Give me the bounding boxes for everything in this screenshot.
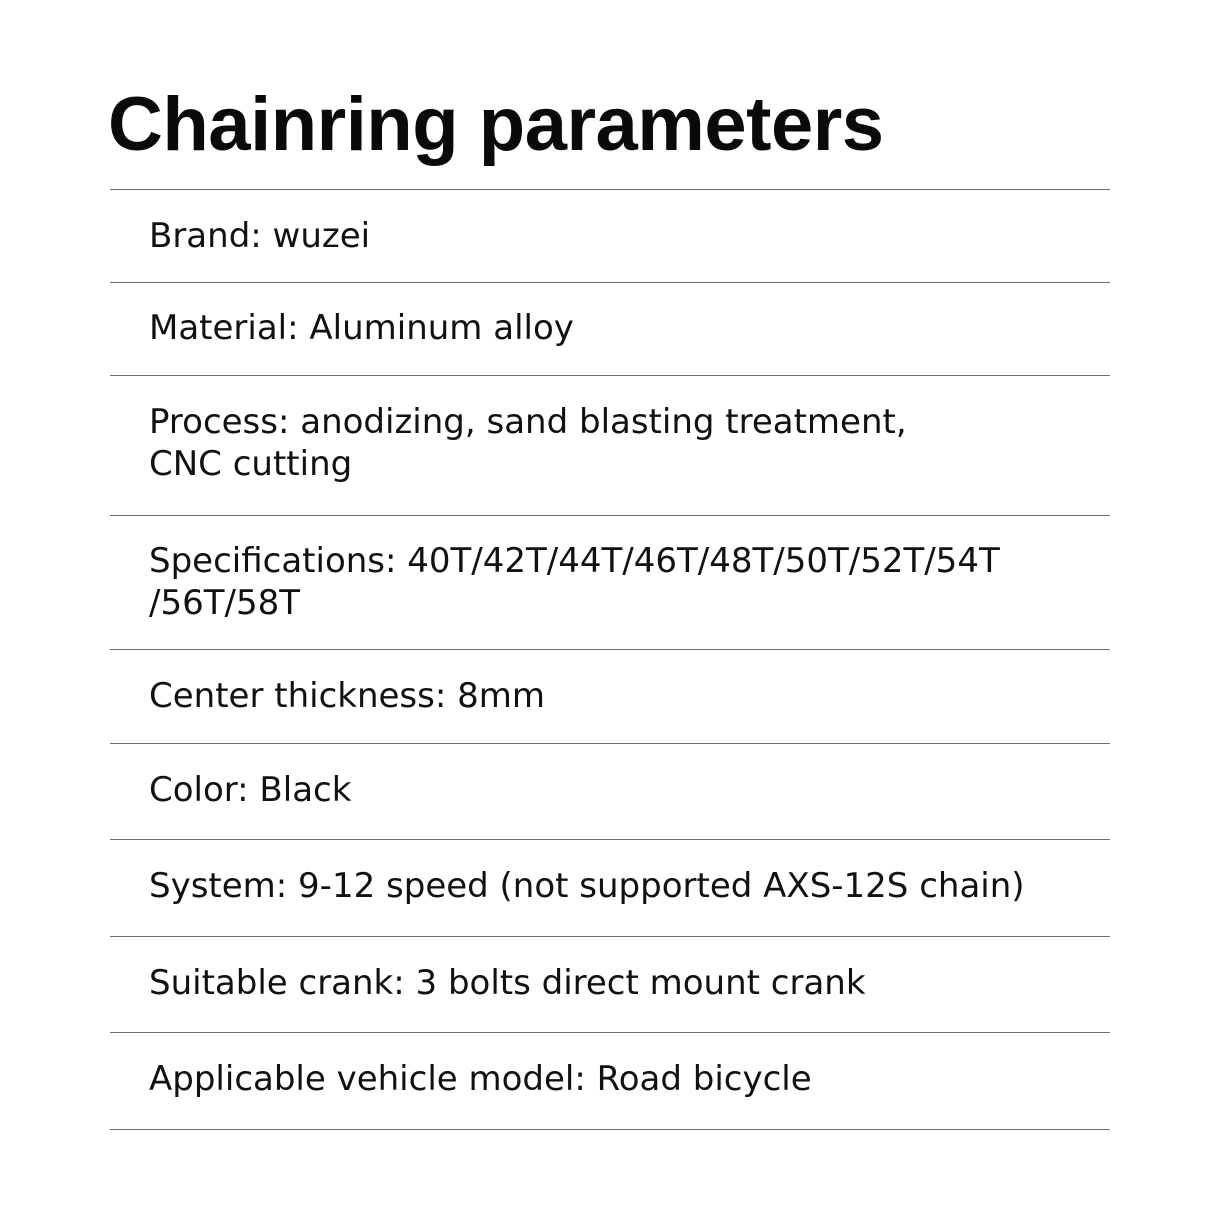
param-text: /56T/58T bbox=[149, 583, 300, 623]
param-color bbox=[149, 769, 1099, 811]
divider bbox=[110, 936, 1110, 937]
divider bbox=[110, 375, 1110, 376]
divider bbox=[110, 649, 1110, 650]
param-text: Applicable vehicle model: Road bicycle bbox=[149, 1059, 812, 1099]
param-specifications bbox=[149, 540, 1099, 624]
param-text: Process: anodizing, sand blasting treatment, bbox=[149, 402, 907, 442]
divider bbox=[110, 189, 1110, 190]
divider bbox=[110, 743, 1110, 744]
param-text: Suitable crank: 3 bolts direct mount crank bbox=[149, 963, 866, 1003]
param-text: Material: Aluminum alloy bbox=[149, 308, 574, 348]
param-process bbox=[149, 401, 1099, 485]
param-text: System: 9-12 speed (not supported AXS-12S chain) bbox=[149, 866, 1025, 906]
param-center-thickness bbox=[149, 675, 1099, 717]
param-text: Specifications: 40T/42T/44T/46T/48T/50T/52T/54T bbox=[149, 541, 1000, 581]
divider bbox=[110, 839, 1110, 840]
param-suitable-crank bbox=[149, 962, 1099, 1004]
param-material bbox=[149, 307, 1099, 349]
divider bbox=[110, 515, 1110, 516]
divider bbox=[110, 1129, 1110, 1130]
param-brand bbox=[149, 215, 1099, 257]
divider bbox=[110, 1032, 1110, 1033]
param-text: Brand: wuzei bbox=[149, 216, 371, 256]
param-text: Color: Black bbox=[149, 770, 352, 810]
param-text: Center thickness: 8mm bbox=[149, 676, 545, 716]
page-title: Chainring parameters bbox=[108, 82, 884, 167]
param-applicable-vehicle bbox=[149, 1058, 1099, 1100]
param-text: CNC cutting bbox=[149, 444, 353, 484]
param-system bbox=[149, 865, 1099, 907]
divider bbox=[110, 282, 1110, 283]
